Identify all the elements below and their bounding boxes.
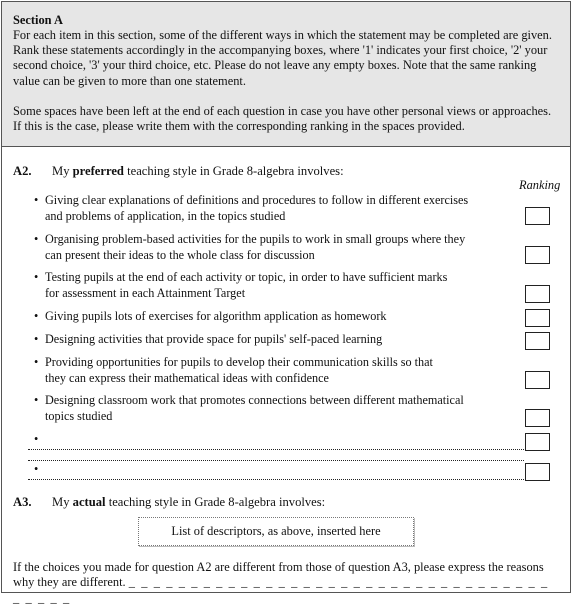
list-item: • Designing activities that provide space for pupils' self-paced learning bbox=[34, 332, 383, 346]
reasons-question: If the choices you made for question A2 are different from those of question A3, please express the reasons why they are different. _ _ _ _ _ _ _ _ _ _ _ _ _ _ _ _ _ _ _ _ _ _ _ _ _ _ _ _ _ _ _ _ _ _ _ _ _ _ _ bbox=[13, 560, 549, 605]
bullet-icon: • bbox=[34, 355, 39, 369]
bullet-icon: • bbox=[34, 462, 39, 476]
list-item: • Organising problem-based activities for the pupils to work in small groups where they can present their ideas to the whole class for discussion bbox=[34, 232, 466, 262]
bullet-icon: • bbox=[34, 270, 39, 284]
bullet-icon: • bbox=[34, 332, 39, 346]
question-a2-heading: A2. My preferred teaching style in Grade 8-algebra involves: bbox=[13, 164, 344, 178]
section-note: Some spaces have been left at the end of each question in case you have other personal views or approaches. If this is the case, please write them with the corresponding ranking in the spaces provided. bbox=[13, 103, 552, 134]
ranking-input-box[interactable] bbox=[525, 332, 550, 350]
write-in-line[interactable] bbox=[28, 449, 524, 450]
bullet-icon: • bbox=[34, 232, 39, 246]
ranking-input-box[interactable] bbox=[525, 207, 550, 225]
ranking-input-box[interactable] bbox=[525, 309, 550, 327]
bullet-icon: • bbox=[34, 309, 39, 323]
ranking-input-box[interactable] bbox=[525, 463, 550, 481]
write-in-line[interactable] bbox=[28, 479, 524, 480]
question-emphasis: actual bbox=[72, 495, 106, 509]
ranking-input-box[interactable] bbox=[525, 409, 550, 427]
list-item: • Giving pupils lots of exercises for algorithm application as homework bbox=[34, 309, 387, 323]
section-title: Section A bbox=[13, 13, 63, 27]
write-in-line[interactable] bbox=[28, 460, 524, 461]
list-item: • Providing opportunities for pupils to develop their communication skills so that they can express their mathematical ideas with confidence bbox=[34, 355, 433, 385]
question-number: A2. bbox=[13, 164, 32, 178]
section-intro-panel bbox=[2, 2, 570, 147]
section-instructions: For each item in this section, some of the different ways in which the statement may be completed are given. Rank these statements accordingly in the accompanying boxes, where '1' indicates your first choice, '2' your second choice, '3' your third choice, etc. Please do not leave any empty boxes. Note that the same ranking value can be given to more than one statement. bbox=[13, 28, 552, 88]
ranking-input-box[interactable] bbox=[525, 371, 550, 389]
question-emphasis: preferred bbox=[72, 164, 124, 178]
ranking-input-box[interactable] bbox=[525, 433, 550, 451]
questionnaire-page bbox=[1, 1, 571, 605]
bullet-icon: • bbox=[34, 432, 39, 446]
reasons-answer-line[interactable]: _ _ _ _ _ _ _ _ _ _ _ _ _ _ _ _ _ _ _ _ _ _ _ _ _ _ _ _ _ _ _ _ _ _ _ _ _ _ _ bbox=[13, 575, 549, 605]
ranking-column-label: Ranking bbox=[519, 178, 561, 192]
descriptor-placeholder-box: List of descriptors, as above, inserted here bbox=[138, 517, 414, 546]
list-item: • Designing classroom work that promotes connections between different mathematical topics studied bbox=[34, 393, 464, 423]
ranking-input-box[interactable] bbox=[525, 246, 550, 264]
bullet-icon: • bbox=[34, 393, 39, 407]
list-item: • Giving clear explanations of definitions and procedures to follow in different exercises and problems of application, in the topics studied bbox=[34, 193, 469, 223]
question-number: A3. bbox=[13, 495, 32, 509]
list-item: • Testing pupils at the end of each activity or topic, in order to have sufficient marks for assessment in each Attainment Target bbox=[34, 270, 448, 300]
ranking-input-box[interactable] bbox=[525, 285, 550, 303]
bullet-icon: • bbox=[34, 193, 39, 207]
question-a3-heading: A3. My actual teaching style in Grade 8-algebra involves: bbox=[13, 495, 326, 509]
